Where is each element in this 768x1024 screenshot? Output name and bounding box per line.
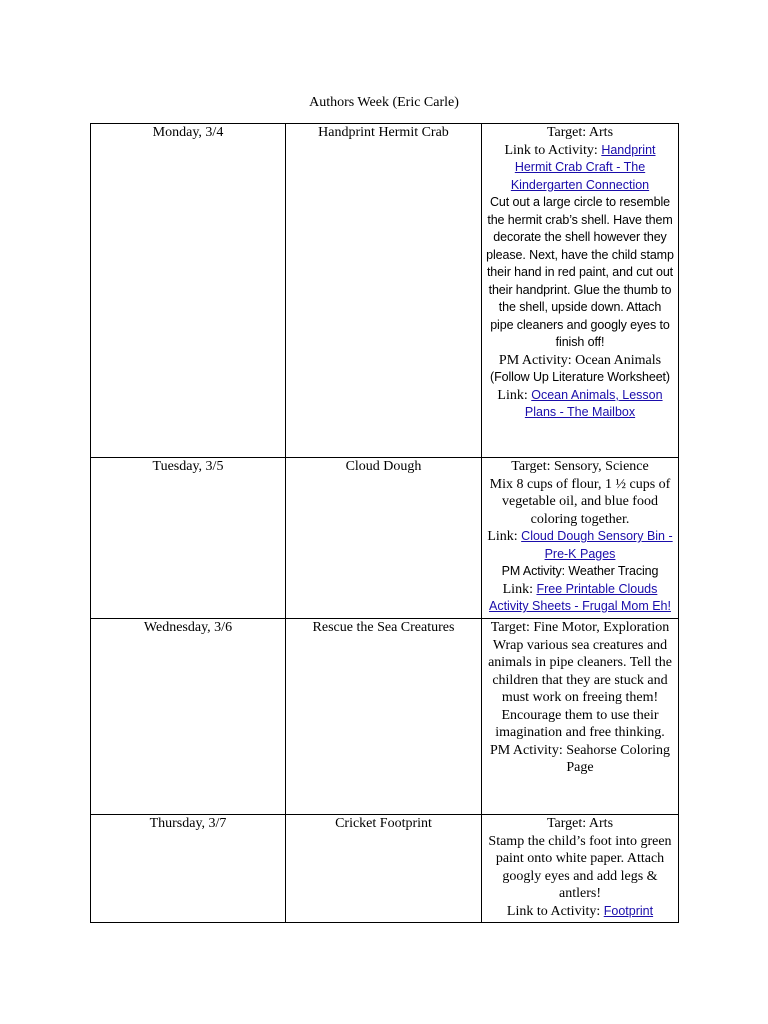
link-prefix: Link to Activity: <box>504 142 602 158</box>
activity-cell: Handprint Hermit Crab <box>286 124 482 458</box>
pm-activity-text: PM Activity: Ocean Animals <box>498 352 662 368</box>
pm-link-prefix: Link: <box>497 387 532 403</box>
details-cell <box>482 619 679 815</box>
pm-link-prefix: Link: <box>502 581 537 597</box>
details-cell <box>482 458 679 619</box>
table-row <box>91 124 679 458</box>
day-cell: Wednesday, 3/6 <box>91 619 286 815</box>
activity-description: Cut out a large circle to resemble the hermit crab’s shell. Have them decorate the shell however they please. Next, have the child stamp their hand in red paint, and cut out their handprint. Glue the thumb to the shell, upside down. Attach pipe cleaners and googly eyes to finish off! <box>486 195 674 349</box>
activity-description: Stamp the child’s foot into green paint onto white paper. Attach googly eyes and add legs & antlers! <box>488 833 672 901</box>
activity-link[interactable]: Footprint <box>603 903 654 918</box>
activity-link[interactable]: Cloud Dough Sensory Bin - Pre-K Pages <box>521 529 673 561</box>
day-cell: Tuesday, 3/5 <box>91 458 286 619</box>
pm-activity-text: PM Activity: Weather Tracing <box>501 564 659 578</box>
details-cell <box>482 124 679 458</box>
activity-description: Wrap various sea creatures and animals in pipe cleaners. Tell the children that they are stuck and must work on freeing them! Encourage them to use their imagination and free thinking. <box>488 637 672 740</box>
day-cell: Monday, 3/4 <box>91 124 286 458</box>
table-row <box>91 619 679 815</box>
pm-activity-link[interactable]: Ocean Animals, Lesson Plans - The Mailbox <box>524 387 663 419</box>
weekly-plan-table <box>90 123 679 923</box>
table-row <box>91 815 679 923</box>
day-cell: Thursday, 3/7 <box>91 815 286 923</box>
activity-cell: Cricket Footprint <box>286 815 482 923</box>
page-title: Authors Week (Eric Carle) <box>309 95 459 110</box>
target-text: Target: Sensory, Science <box>511 459 649 474</box>
link-prefix: Link: <box>487 529 522 544</box>
activity-cell: Cloud Dough <box>286 458 482 619</box>
details-cell <box>482 815 679 923</box>
activity-cell: Rescue the Sea Creatures <box>286 619 482 815</box>
target-text: Target: Arts <box>546 125 614 140</box>
table-row <box>91 458 679 619</box>
activity-link[interactable]: Handprint Hermit Crab Craft - The Kindergarten Connection <box>510 142 656 192</box>
pm-activity-note: (Follow Up Literature Worksheet) <box>490 370 670 384</box>
link-prefix: Link to Activity: <box>506 903 604 919</box>
target-text: Target: Arts <box>546 816 614 831</box>
activity-description: Mix 8 cups of flour, 1 ½ cups of vegetable oil, and blue food coloring together. <box>489 476 671 527</box>
target-text: Target: Fine Motor, Exploration <box>490 620 670 635</box>
pm-activity-link[interactable]: Free Printable Clouds Activity Sheets - Frugal Mom Eh! <box>488 581 671 613</box>
pm-activity-text: PM Activity: Seahorse Coloring Page <box>489 742 671 775</box>
